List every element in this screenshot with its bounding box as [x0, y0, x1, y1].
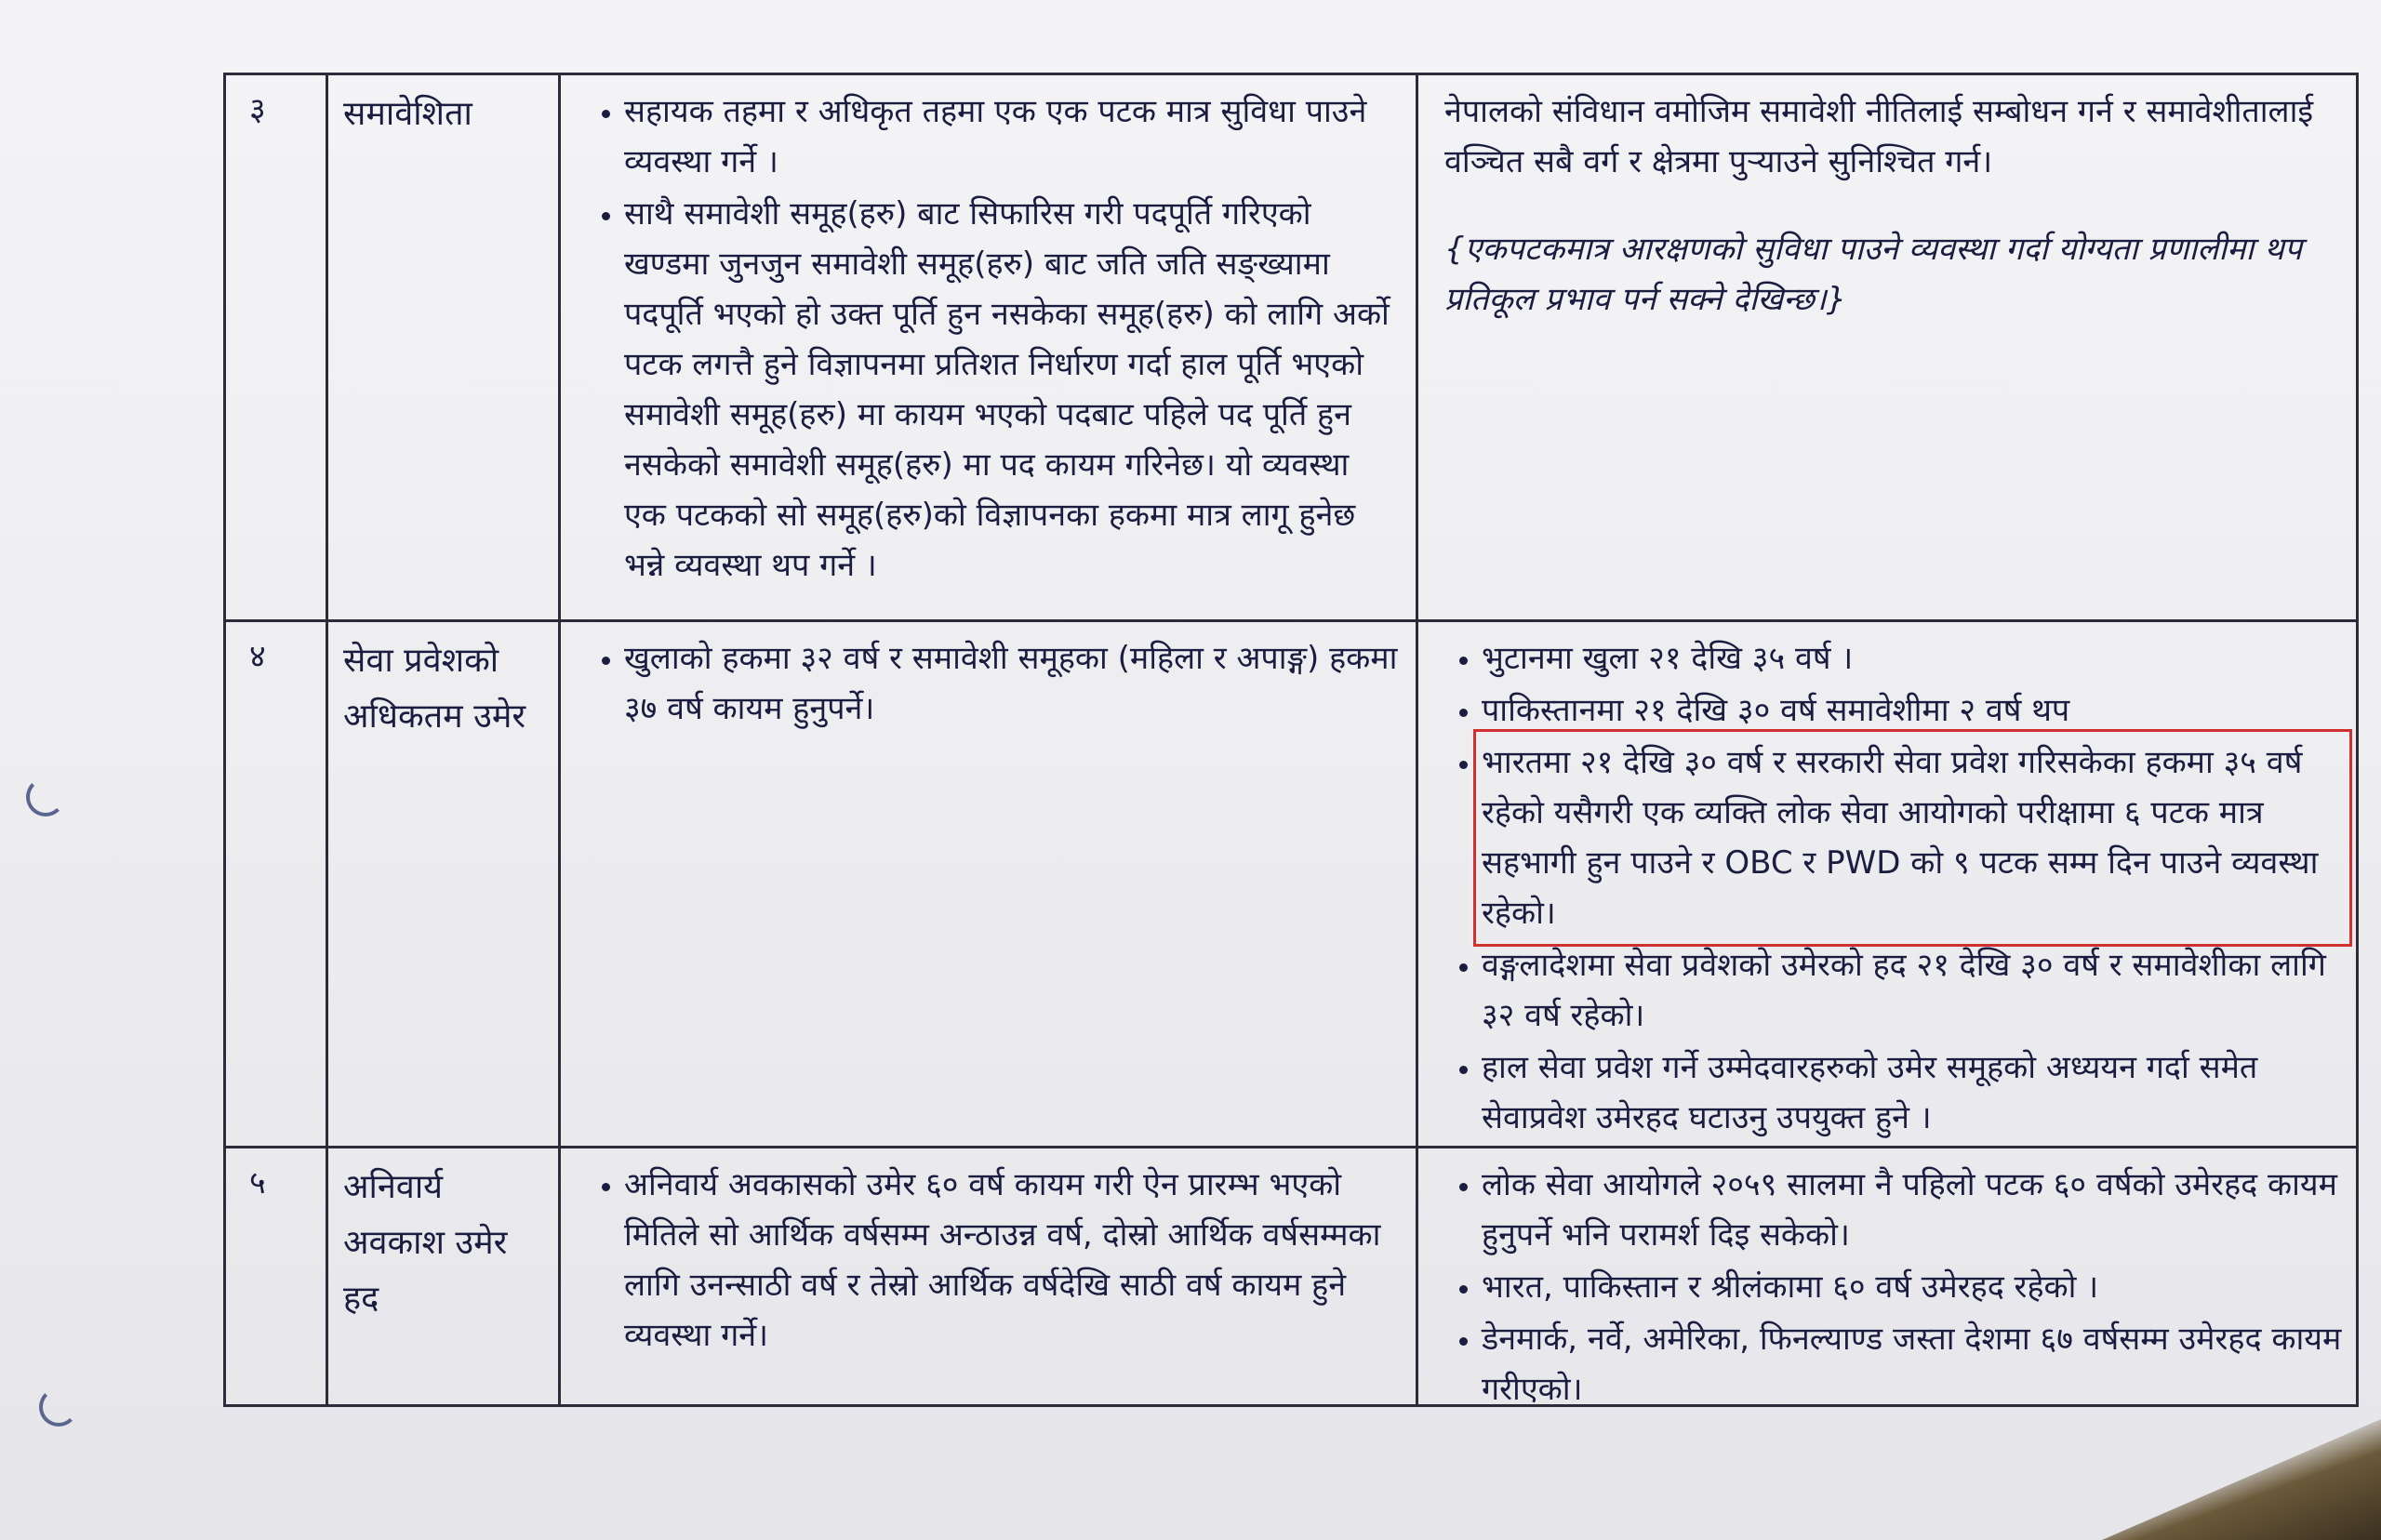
binder-mark [26, 777, 65, 816]
row-topic: समावेशिता [343, 95, 472, 133]
list-item: • वङ्गलादेशमा सेवा प्रवेशको उमेरको हद २१ देखि ३० वर्ष र समावेशीका लागि ३२ वर्ष रहेको। [1482, 940, 2344, 1041]
row-number: ४ [249, 638, 266, 675]
row-number-cell [223, 1148, 326, 1404]
proposal-list [576, 633, 1401, 734]
row-number: ५ [249, 1164, 266, 1201]
comparison-table [223, 73, 2359, 1408]
list-item: • पाकिस्तानमा २१ देखि ३० वर्ष समावेशीमा २ वर्ष थप [1482, 685, 2344, 736]
list-item: • साथै समावेशी समूह(हरु) बाट सिफारिस गरी पदपूर्ति गरिएको खण्डमा जुनजुन समावेशी समूह(हरु) बाट जति जति सङ्ख्यामा पदपूर्ति भएको हो उक्त पूर्ति हुन नसकेका समूह(हरु) को लागि अर्को पटक लगत्तै हुने विज्ञापनमा प्रतिशत निर्धारण गर्दा हाल पूर्ति भएको समावेशी समूह(हरु) मा कायम भएको पदबाट पहिले पद पूर्ति हुन नसकेको समावेशी समूह(हरु) मा पद कायम गरिनेछ। यो व्यवस्था एक पटकको सो समूह(हरु)को विज्ञापनका हकमा मात्र लागू हुनेछ भन्ने व्यवस्था थप गर्ने । [624, 189, 1401, 591]
proposal-cell [561, 75, 1416, 622]
table-row [223, 1146, 2359, 1407]
proposal-list [576, 86, 1401, 591]
proposal-list [576, 1160, 1401, 1361]
list-item: • खुलाको हकमा ३२ वर्ष र समावेशी समूहका (महिला र अपाङ्ग) हकमा ३७ वर्ष कायम हुनुपर्ने। [624, 633, 1401, 734]
list-item: • भुटानमा खुला २१ देखि ३५ वर्ष । [1482, 633, 2344, 684]
rationale-cell [1418, 622, 2359, 1148]
list-item: • अनिवार्य अवकासको उमेर ६० वर्ष कायम गरी ऐन प्रारम्भ भएको मितिले सो आर्थिक वर्षसम्म अन्ठाउन्न वर्ष, दोस्रो आर्थिक वर्षसम्मका लागि उनन्साठी वर्ष र तेस्रो आर्थिक वर्षदेखि साठी वर्ष कायम हुने व्यवस्था गर्ने। [624, 1160, 1401, 1361]
proposal-cell [561, 622, 1416, 1148]
rationale-text: नेपालको संविधान वमोजिम समावेशी नीतिलाई सम्बोधन गर्न र समावेशीतालाई वञ्चित सबै वर्ग र क्षेत्रमा पुऱ्याउने सुनिश्चित गर्न। [1444, 93, 2314, 180]
rationale-cell [1418, 1148, 2359, 1408]
row-number-cell [223, 622, 326, 1148]
rationale-note: {एकपटकमात्र आरक्षणको सुविधा पाउने व्यवस्था गर्दा योग्यता प्रणालीमा थप प्रतिकूल प्रभाव पर्न सक्ने देखिन्छ।} [1444, 231, 2303, 318]
list-item: • सहायक तहमा र अधिकृत तहमा एक एक पटक मात्र सुविधा पाउने व्यवस्था गर्ने । [624, 86, 1401, 187]
highlighted-list-item: • भारतमा २१ देखि ३० वर्ष र सरकारी सेवा प्रवेश गरिसकेका हकमा ३५ वर्ष रहेको यसैगरी एक व्यक्ति लोक सेवा आयोगको परीक्षामा ६ पटक मात्र सहभागी हुन पाउने र OBC र PWD को ९ पटक सम्म दिन पाउने व्यवस्था रहेको। [1482, 737, 2344, 938]
topic-cell [328, 75, 558, 622]
proposal-cell [561, 1148, 1416, 1404]
rationale-list [1433, 633, 2344, 1143]
row-number-cell [223, 75, 326, 622]
topic-cell [328, 1148, 558, 1404]
row-number: ३ [249, 91, 266, 128]
list-item: • डेनमार्क, नर्वे, अमेरिका, फिनल्याण्ड जस्ता देशमा ६७ वर्षसम्म उमेरहद कायम गरीएको। [1482, 1314, 2344, 1414]
binder-mark [39, 1387, 78, 1427]
row-topic: अनिवार्य अवकाश उमेर हद [343, 1168, 508, 1318]
row-topic: सेवा प्रवेशको अधिकतम उमेर [343, 642, 526, 736]
topic-cell [328, 622, 558, 1148]
rationale-list [1433, 1160, 2344, 1414]
table-row [223, 73, 2359, 622]
list-item: • हाल सेवा प्रवेश गर्ने उम्मेदवारहरुको उमेर समूहको अध्ययन गर्दा समेत सेवाप्रवेश उमेरहद घटाउनु उपयुक्त हुने । [1482, 1042, 2344, 1143]
list-item: • लोक सेवा आयोगले २०५९ सालमा नै पहिलो पटक ६० वर्षको उमेरहद कायम हुनुपर्ने भनि परामर्श दिइ सकेको। [1482, 1160, 2344, 1260]
list-item: • भारत, पाकिस्तान र श्रीलंकामा ६० वर्ष उमेरहद रहेको । [1482, 1262, 2344, 1312]
table-row [223, 619, 2359, 1148]
rationale-cell [1418, 75, 2359, 622]
